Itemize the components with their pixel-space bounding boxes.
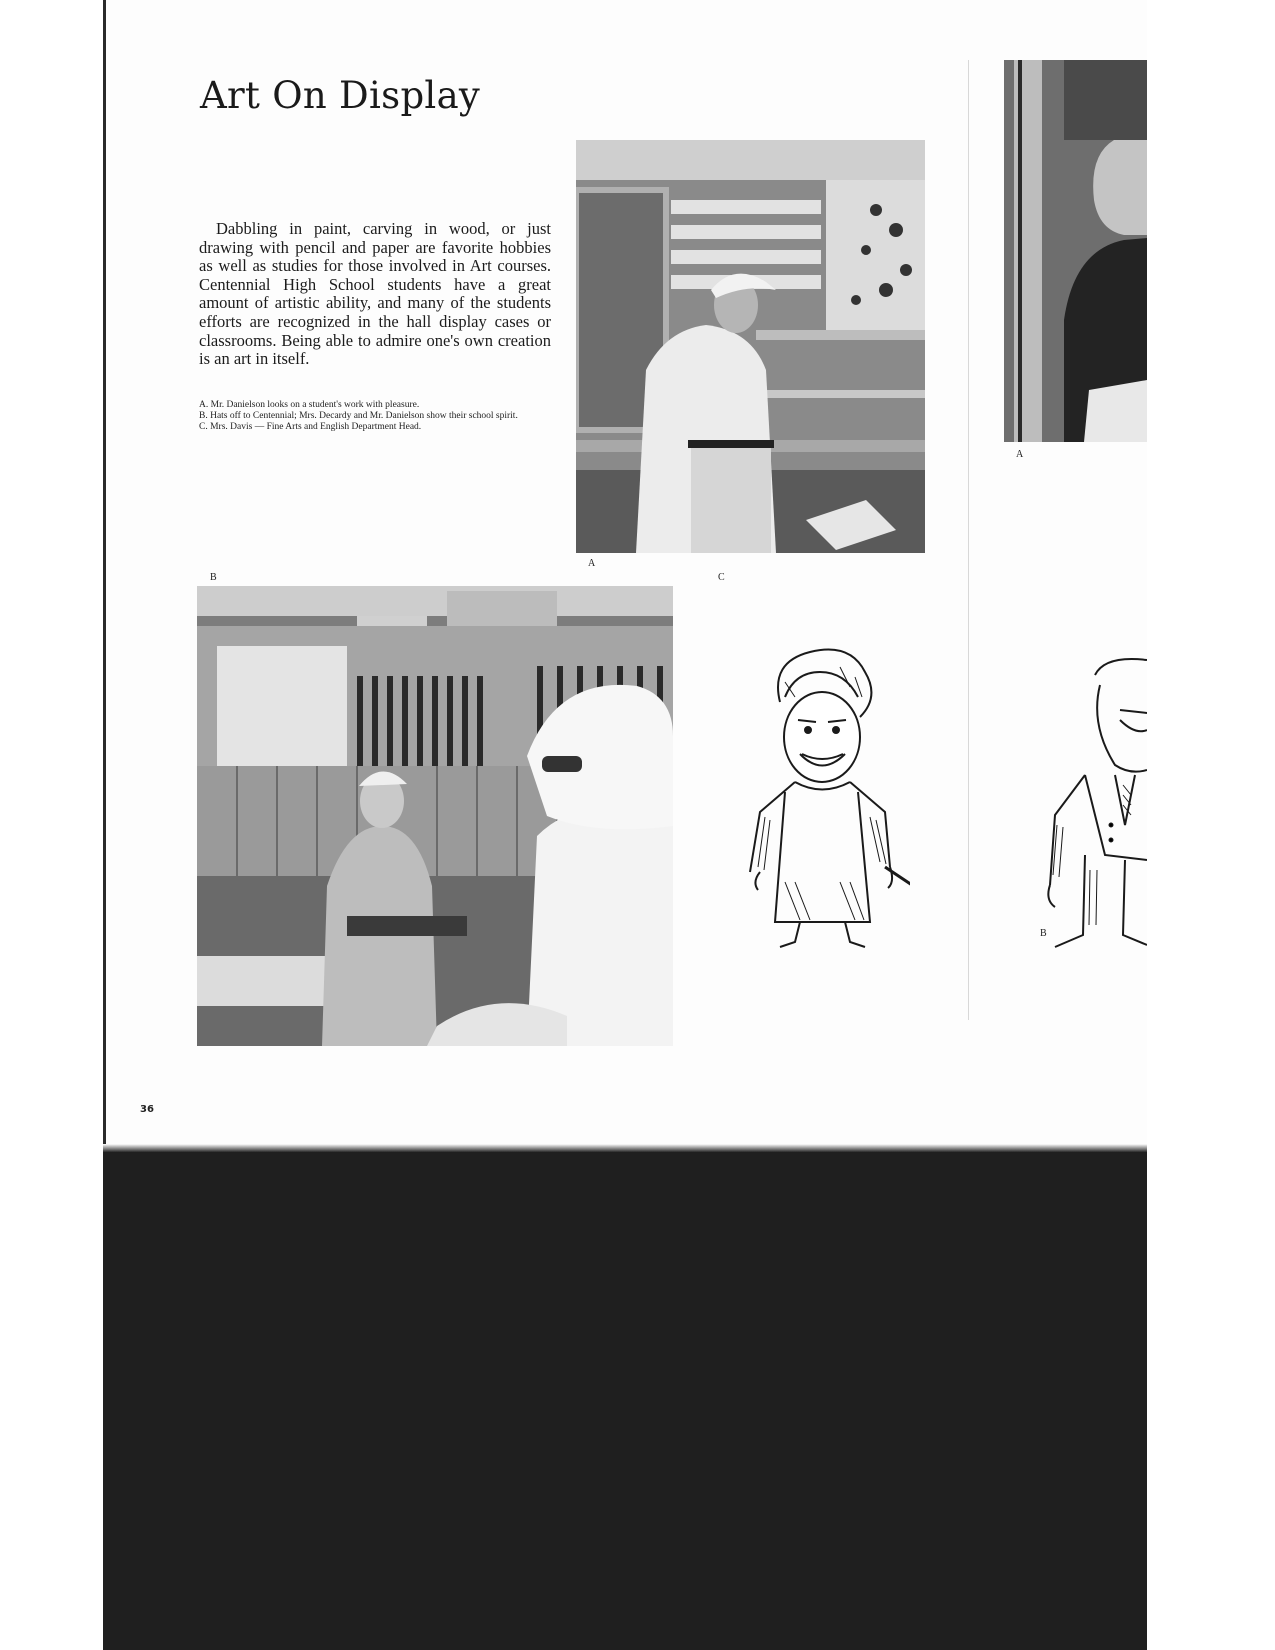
right-drawing (1045, 655, 1147, 955)
caption-c (199, 422, 544, 433)
photo-b-image (197, 586, 673, 1046)
right-drawing-label: B (1040, 928, 1047, 939)
right-photo-image (1004, 60, 1147, 442)
right-drawing-image (1045, 655, 1147, 955)
photo-a (576, 140, 925, 553)
photo-b (197, 586, 673, 1046)
caption-b (199, 411, 544, 422)
photo-c-label: C (718, 572, 725, 583)
page-fold (968, 60, 969, 1020)
caption-a (199, 400, 544, 411)
caption-text: Mr. Danielson looks on a student's work with pleasure. (210, 400, 420, 410)
page-title: Art On Display (200, 74, 481, 117)
caption-text: Hats off to Centennial; Mrs. Decardy and Mr. Danielson show their school spirit. (210, 411, 518, 421)
caption-list (199, 400, 544, 433)
photo-b-label: B (210, 572, 217, 583)
body-copy: Dabbling in paint, carving in wood, or just drawing with pencil and paper are favorite hobbies as well as studies for those involved in Art courses. Centennial High School students have a great amount of artistic ability, and many of the students efforts are recognized in the hall display cases or classrooms. Being able to admire one's own creation is an art in itself. (199, 219, 551, 369)
right-photo (1004, 60, 1147, 442)
right-photo-label: A (1016, 449, 1024, 460)
binding-edge (103, 0, 106, 1150)
page-bottom-edge (103, 1144, 1147, 1152)
caption-letter: C. (199, 422, 208, 432)
caption-letter: A. (199, 400, 209, 410)
drawing-c (740, 642, 910, 952)
drawing-c-image (740, 642, 910, 952)
caption-text: Mrs. Davis — Fine Arts and English Department Head. (210, 422, 422, 432)
caption-letter: B. (199, 411, 208, 421)
photo-a-label: A (588, 558, 596, 569)
photo-a-image (576, 140, 925, 553)
page-number: 36 (140, 1104, 154, 1115)
